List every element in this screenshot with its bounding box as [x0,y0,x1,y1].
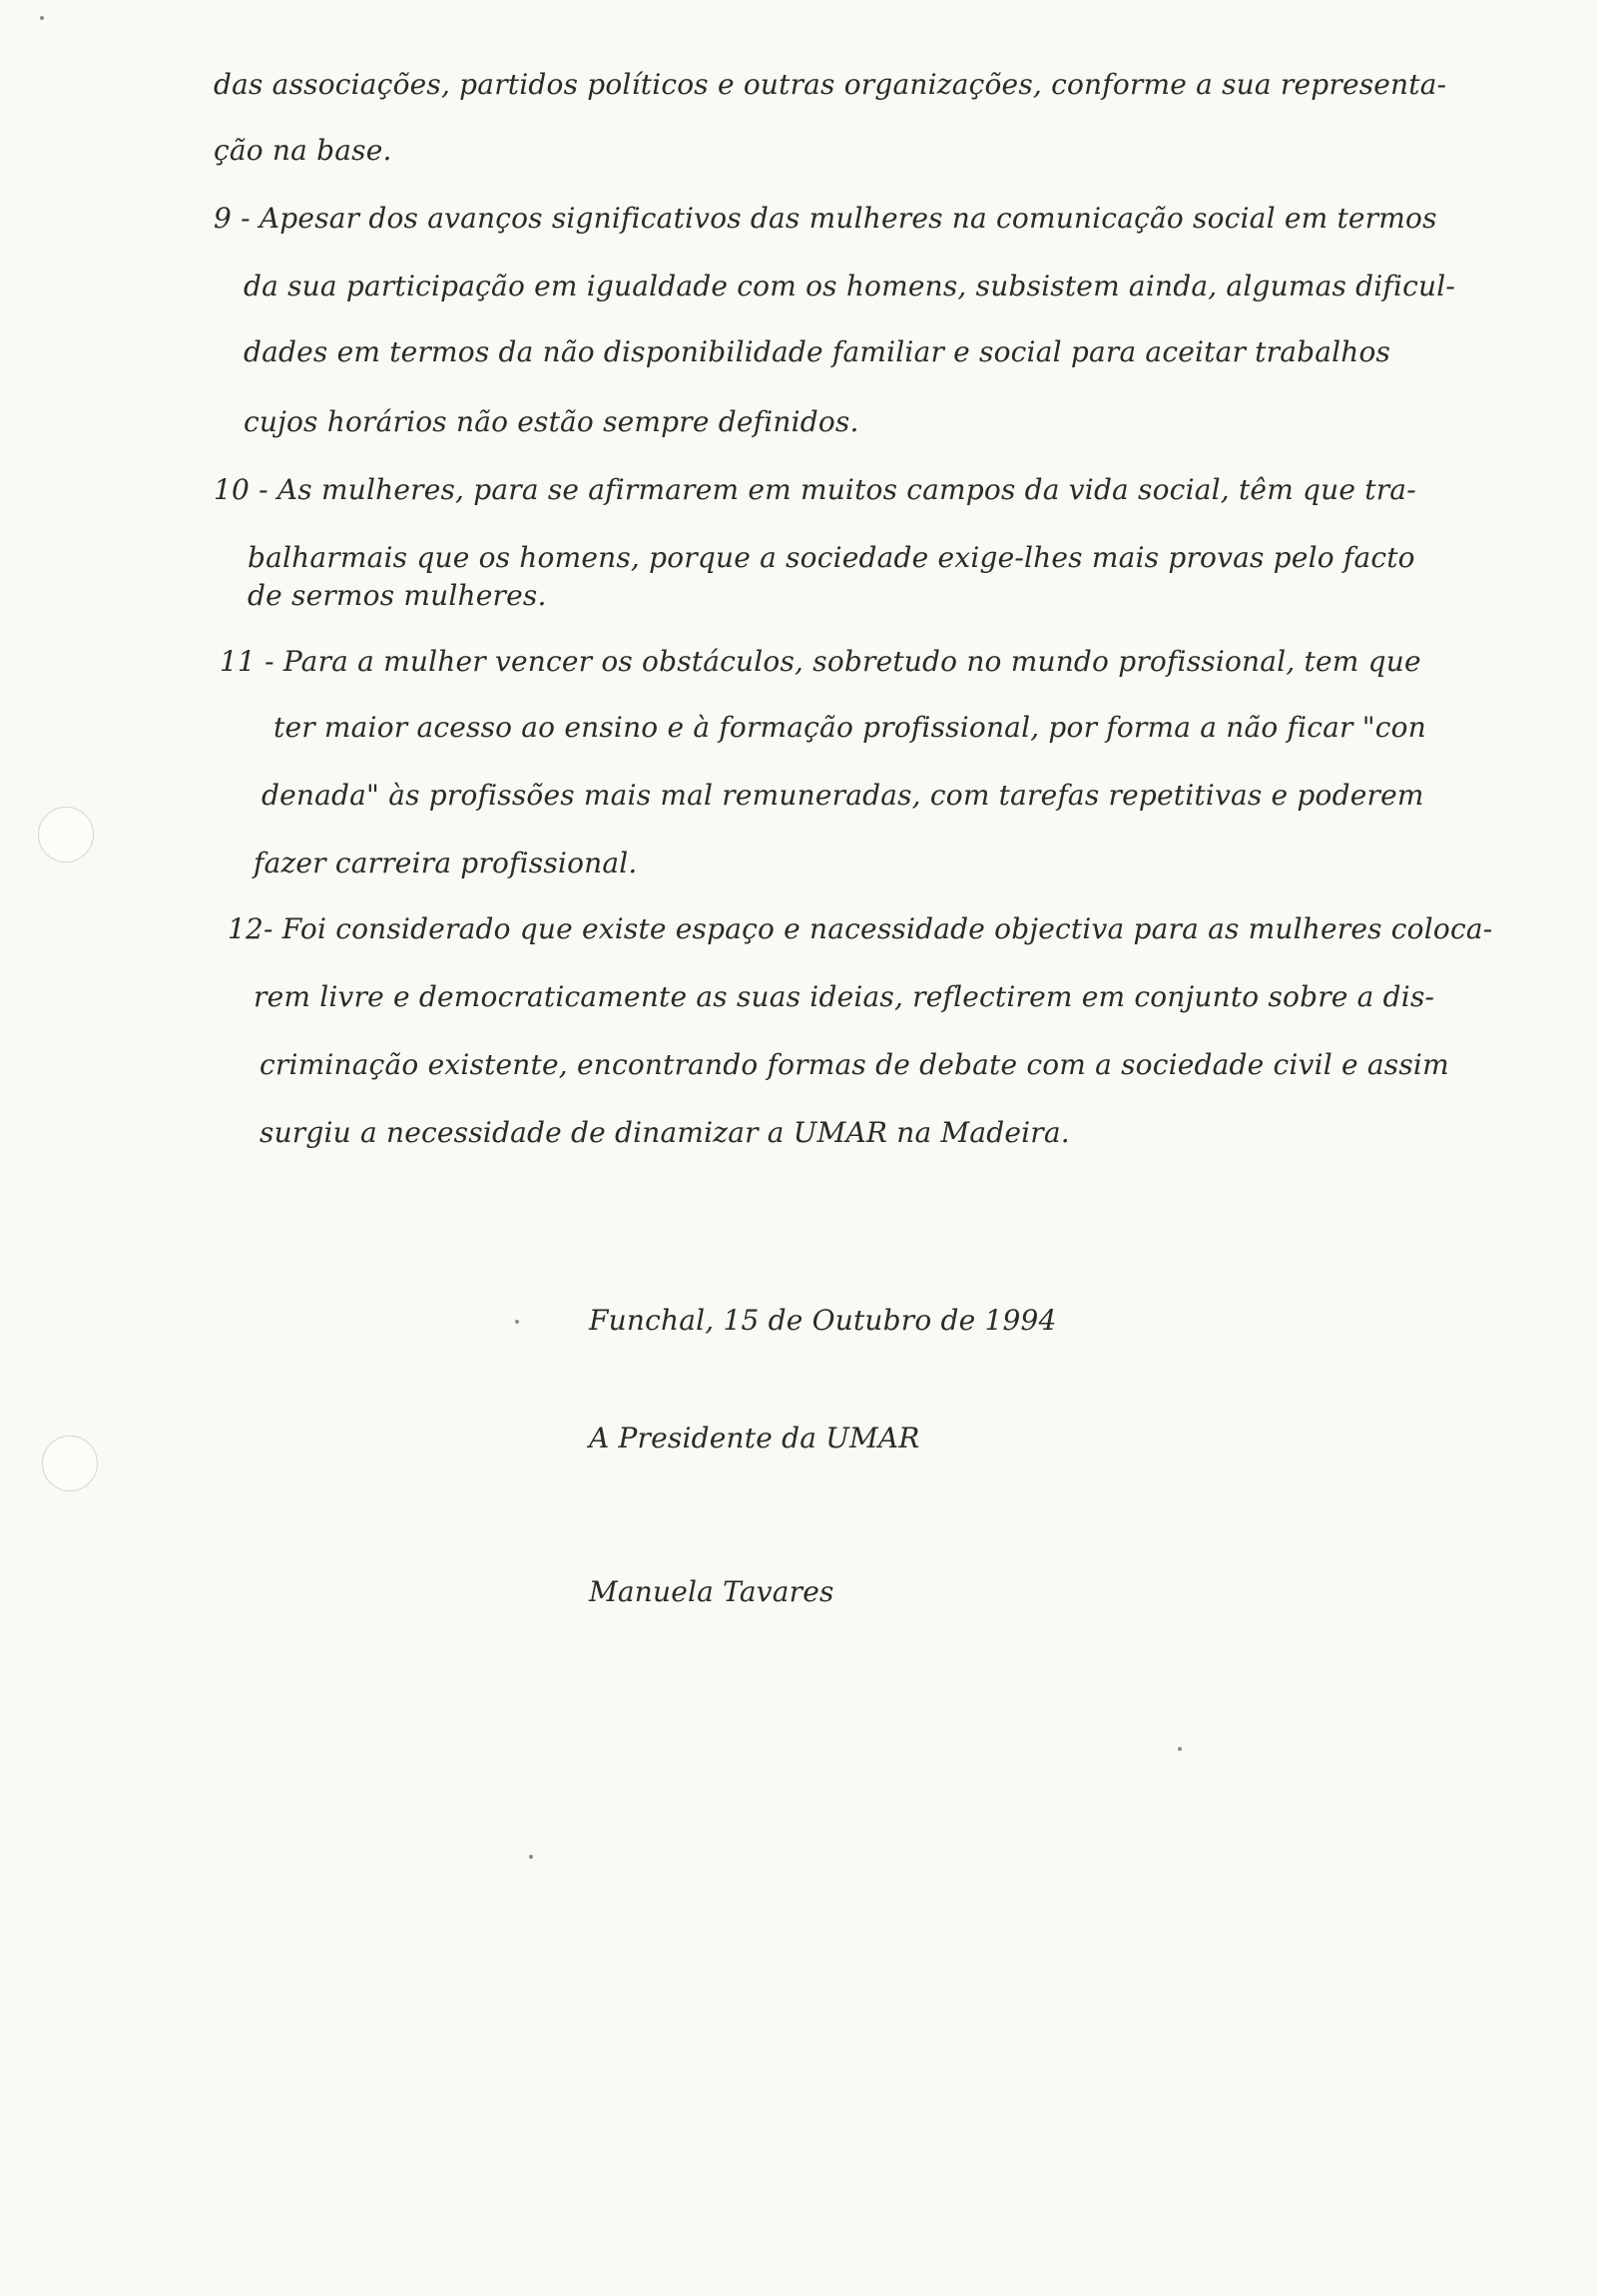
text-line: da sua participação em igualdade com os homens, subsistem ainda, algumas dificul- [244,270,1456,302]
signatory-name: Manuela Tavares [589,1575,834,1608]
punch-hole-top [38,807,94,862]
text-line: balharmais que os homens, porque a sociedade exige-lhes mais provas pelo facto [248,541,1415,574]
text-line: 11 - Para a mulher vencer os obstáculos, sobretudo no mundo profissional, tem que [220,645,1421,678]
text-line: 10 - As mulheres, para se afirmarem em muitos campos da vida social, têm que tra- [214,473,1416,506]
text-line: rem livre e democraticamente as suas ideias, reflectirem em conjunto sobre a dis- [254,980,1435,1013]
text-line: das associações, partidos políticos e outras organizações, conforme a sua representa- [214,68,1447,101]
text-line: dades em termos da não disponibilidade familiar e social para aceitar trabalhos [244,335,1391,368]
text-line: denada" às profissões mais mal remuneradas, com tarefas repetitivas e poderem [262,779,1424,812]
text-line: criminação existente, encontrando formas de debate com a sociedade civil e assim [260,1048,1449,1081]
text-line: surgiu a necessidade de dinamizar a UMAR na Madeira. [260,1116,1070,1149]
place-date: Funchal, 15 de Outubro de 1994 [589,1304,1057,1337]
signatory-role: A Presidente da UMAR [589,1422,920,1454]
text-line: ção na base. [214,134,392,167]
text-line: fazer carreira profissional. [254,847,638,879]
text-line: de sermos mulheres. [248,579,547,612]
punch-hole-bottom [42,1435,98,1491]
ink-speck [1178,1747,1182,1751]
ink-speck [40,16,44,20]
text-line: 12- Foi considerado que existe espaço e nacessidade objectiva para as mulheres coloca- [228,912,1493,945]
ink-speck [529,1855,533,1859]
text-line: 9 - Apesar dos avanços significativos das mulheres na comunicação social em termos [214,202,1437,235]
ink-speck [515,1320,519,1324]
text-line: cujos horários não estão sempre definidos. [244,405,859,438]
text-line: ter maior acesso ao ensino e à formação profissional, por forma a não ficar "con [273,711,1426,744]
